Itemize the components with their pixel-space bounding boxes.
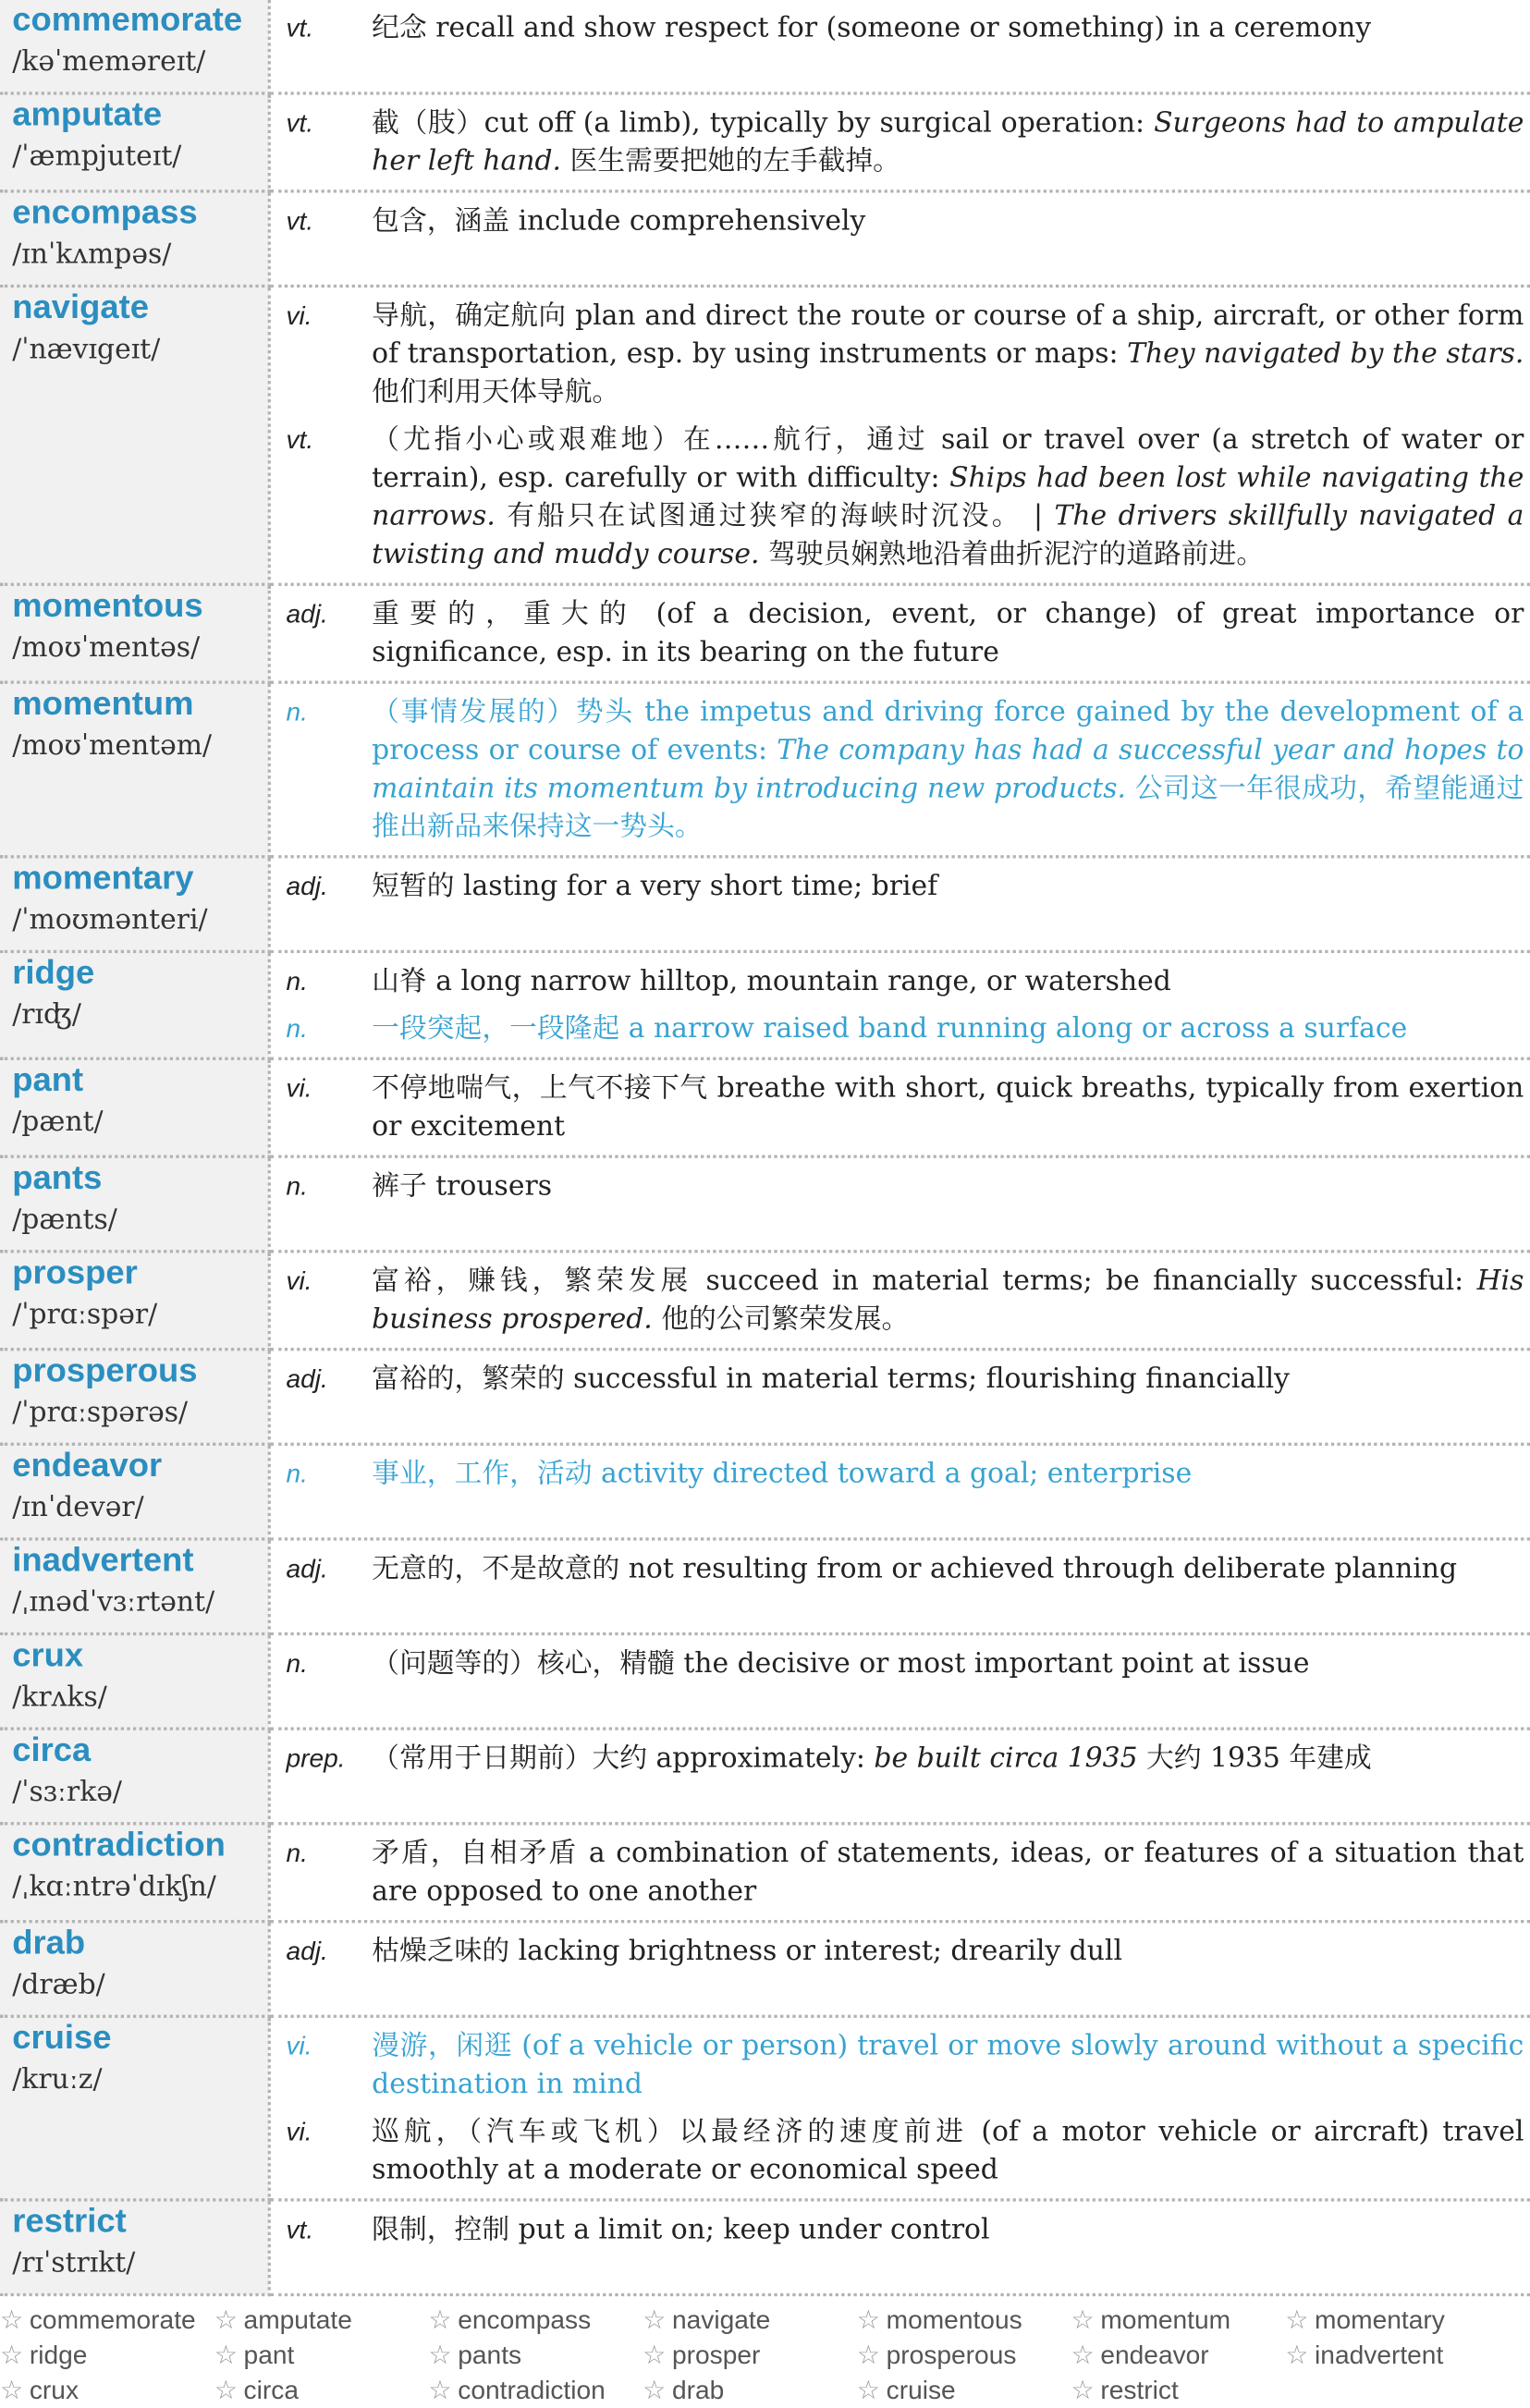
index-item [1071,2373,1286,2408]
index-item [428,2303,643,2338]
headword: contradiction [12,1825,226,1864]
headword: ridge [12,953,95,992]
star-icon: ☆ [214,2341,238,2370]
part-of-speech: vt. [286,425,314,455]
sense [286,1932,1524,1970]
entry-row [0,1350,1530,1445]
senses-cell [269,1539,1530,1634]
entry-row [0,1729,1530,1824]
part-of-speech: prep. [286,1743,346,1774]
definition-text: 裤子 trousers [372,1170,553,1203]
example-sentence: The drivers skillfully navigated a twisting and muddy course. [372,500,1524,571]
definition [372,1834,1524,1911]
example-translation: 有船只在试图通过狭窄的海峡时沉没。 | [495,500,1055,532]
star-icon: ☆ [214,2376,238,2405]
index-item [1285,2338,1499,2373]
example-translation: 他们利用天体导航。 [372,376,620,409]
index-row [0,2303,1530,2338]
example-sentence: be built circa 1935 [874,1742,1138,1775]
part-of-speech: vi. [286,301,312,331]
star-icon: ☆ [643,2305,667,2335]
part-of-speech: vt. [286,206,314,236]
definition [372,9,1524,47]
entry-row [0,1252,1530,1350]
word-cell [0,93,269,191]
index-item [643,2303,857,2338]
word-cell [0,1444,269,1539]
star-icon: ☆ [856,2341,881,2370]
definition [372,693,1524,847]
definition [372,1360,1524,1398]
sense [286,1009,1524,1047]
star-icon: ☆ [0,2305,24,2335]
index-item [214,2373,429,2408]
phonetic: /ˌɪnədˈvɜːrtənt/ [12,1586,215,1619]
headword: crux [12,1635,84,1674]
sense [286,421,1524,574]
part-of-speech: adj. [286,872,328,901]
index-word: pants [458,2341,522,2370]
star-icon: ☆ [1071,2341,1095,2370]
definition-text: 限制，控制 put a limit on; keep under control [372,2213,990,2246]
part-of-speech: vi. [286,1073,312,1104]
headword: prosperous [12,1351,198,1389]
index-item [1071,2303,1286,2338]
senses-cell [269,0,1530,93]
phonetic: /moʊˈmentəs/ [12,631,201,665]
definition-text: 事业，工作，活动 activity directed toward a goal; enterprise [372,1458,1193,1490]
headword: endeavor [12,1445,163,1485]
entry-row [0,682,1530,857]
index-item [428,2338,643,2373]
word-cell [0,1156,269,1252]
sense [286,9,1524,47]
definition-text: 包含，涵盖 include comprehensively [372,204,866,238]
word-cell [0,1252,269,1350]
headword: pant [12,1059,84,1099]
sense [286,297,1524,411]
example-sentence: His business prospered. [372,1265,1524,1336]
entry-row [0,1634,1530,1730]
index-word: prosper [671,2341,761,2370]
definition-text: （事情发展的）势头 the impetus and driving force gained by the development of a process or course of events: [372,696,1524,767]
word-cell [0,1058,269,1156]
definition-text: 山脊 a long narrow hilltop, mountain range, or watershed [372,965,1171,998]
senses-cell [269,1824,1530,1922]
word-cell [0,857,269,952]
phonetic: /kəˈmeməreɪt/ [12,45,206,79]
example-sentence: They navigated by the stars. [1127,337,1524,371]
index-word: momentum [1100,2305,1231,2335]
definition [372,1009,1524,1047]
sense [286,867,1524,905]
entry-row [0,286,1530,584]
entry-row [0,1922,1530,2017]
example-translation: 驾驶员娴熟地沿着曲折泥泞的道路前进。 [759,538,1265,571]
phonetic: /ˈprɑːspər/ [12,1299,158,1331]
sense [286,962,1524,1000]
phonetic: /pænt/ [12,1106,104,1139]
word-cell [0,1539,269,1634]
definition-text: 截（肢）cut off (a limb), typically by surgical operation: [372,106,1155,140]
example-sentence: Ships had been lost while navigating the narrows. [372,461,1524,532]
index-item [643,2338,857,2373]
phonetic: /rɪˈstrɪkt/ [12,2247,136,2280]
index-word: prosperous [886,2341,1017,2370]
definition [372,1455,1524,1493]
headword: drab [12,1923,86,1962]
definition [372,1070,1524,1146]
definition-text: 巡航，（汽车或飞机）以最经济的速度前进 (of a motor vehicle or aircraft) travel smoothly at a moderate or economical speed [372,2115,1524,2186]
word-cell [0,2016,269,2200]
star-icon: ☆ [1071,2376,1095,2405]
definition [372,962,1524,1000]
headword: momentous [12,585,203,625]
entry-row [0,1824,1530,1922]
definition [372,595,1524,672]
definition [372,1262,1524,1338]
senses-cell [269,1058,1530,1156]
headword: navigate [12,287,149,326]
headword: prosper [12,1253,138,1291]
part-of-speech: adj. [286,1364,328,1394]
sense [286,2210,1524,2248]
phonetic: /ˌkɑːntrəˈdɪkʃn/ [12,1871,216,1903]
senses-cell [269,584,1530,682]
definition [372,421,1524,574]
sense [286,1644,1524,1682]
index-word: contradiction [458,2376,606,2405]
senses-cell [269,1252,1530,1350]
entry-row [0,2200,1530,2295]
index-word: cruise [886,2376,956,2405]
index-word: ridge [29,2341,88,2370]
definition [372,1932,1524,1970]
definition-text: 导航，确定航向 plan and direct the route or course of a ship, aircraft, or other form of transportation, esp. by using instruments or maps: [372,299,1524,371]
sense [286,1550,1524,1588]
index-word: endeavor [1100,2341,1209,2370]
sense [286,595,1524,672]
part-of-speech: adj. [286,599,328,630]
star-icon: ☆ [643,2341,667,2370]
star-icon: ☆ [856,2376,881,2405]
index-item [428,2373,643,2408]
definition-text: 重要的，重大的 (of a decision, event, or change) of great importance or significance, esp. in its bearing on the future [372,598,1524,669]
sense [286,1360,1524,1398]
word-cell [0,1634,269,1730]
senses-cell [269,286,1530,584]
part-of-speech: adj. [286,1554,328,1583]
sense [286,1740,1524,1778]
sense [286,693,1524,847]
index-word: pant [243,2341,295,2370]
part-of-speech: n. [286,966,308,996]
word-cell [0,1729,269,1824]
star-icon: ☆ [1285,2341,1309,2370]
star-icon: ☆ [1285,2305,1309,2335]
headword: restrict [12,2201,127,2240]
phonetic: /kruːz/ [12,2063,103,2096]
part-of-speech: vt. [286,2215,314,2244]
star-icon: ☆ [0,2341,24,2370]
word-cell [0,191,269,287]
headword: momentary [12,858,194,897]
index-word: commemorate [29,2305,196,2335]
entry-row [0,1539,1530,1634]
entry-row [0,584,1530,682]
index-word: momentous [886,2305,1022,2335]
phonetic: /ɪnˈdevər/ [12,1491,144,1524]
phonetic: /pænts/ [12,1204,117,1237]
sense [286,104,1524,181]
example-sentence: The company has had a successful year and hopes to maintain its momentum by introducing new products. [372,734,1524,805]
definition-text: 漫游，闲逛 (of a vehicle or person) travel or move slowly around without a specific destination in mind [372,2030,1524,2101]
index-item [857,2303,1071,2338]
index-word: navigate [671,2305,771,2335]
entry-row [0,1058,1530,1156]
senses-cell [269,93,1530,191]
star-icon: ☆ [214,2305,238,2335]
phonetic: /moʊˈmentəm/ [12,729,213,763]
definition [372,2210,1524,2248]
headword: inadvertent [12,1540,194,1579]
senses-cell [269,1634,1530,1730]
senses-cell [269,682,1530,857]
headword: commemorate [12,0,243,39]
index-word: encompass [458,2305,592,2335]
part-of-speech: adj. [286,1937,328,1966]
senses-cell [269,857,1530,952]
star-icon: ☆ [643,2376,667,2405]
definition-text: （常用于日期前）大约 approximately: [372,1742,875,1775]
star-icon: ☆ [856,2305,881,2335]
part-of-speech: vi. [286,2031,312,2061]
index-item [0,2338,214,2373]
senses-cell [269,1350,1530,1445]
part-of-speech: n. [286,1014,308,1044]
index-row [0,2338,1530,2373]
headword: momentum [12,683,194,723]
definition [372,297,1524,411]
sense [286,1167,1524,1205]
part-of-speech: n. [286,1171,308,1202]
headword: circa [12,1730,92,1769]
part-of-speech: vi. [286,1266,312,1296]
entry-row [0,93,1530,191]
senses-cell [269,2200,1530,2295]
phonetic: /dræb/ [12,1968,105,2001]
index-item [0,2303,214,2338]
phonetic: /ˈnævɪgeɪt/ [12,333,161,366]
senses-cell [269,1156,1530,1252]
part-of-speech: n. [286,697,308,727]
star-icon: ☆ [428,2341,452,2370]
entry-row [0,1156,1530,1252]
senses-cell [269,951,1530,1058]
definition [372,1167,1524,1205]
definition-text: （尤指小心或艰难地）在……航行，通过 sail or travel over (a stretch of water or terrain), esp. carefully or with difficulty: [372,423,1524,495]
definition-text: 一段突起，一段隆起 a narrow raised band running along or across a surface [372,1012,1408,1045]
index-item [214,2338,429,2373]
word-cell [0,951,269,1058]
senses-cell [269,1922,1530,2017]
headword: encompass [12,192,198,231]
word-cell [0,286,269,584]
definition [372,2113,1524,2190]
definition [372,1644,1524,1682]
part-of-speech: vt. [286,13,314,43]
word-cell [0,1350,269,1445]
phonetic: /krʌks/ [12,1681,107,1714]
star-icon: ☆ [1071,2305,1095,2335]
entry-row [0,2016,1530,2200]
index-word: crux [29,2376,80,2405]
word-cell [0,584,269,682]
star-icon: ☆ [428,2376,452,2405]
entry-row [0,857,1530,952]
part-of-speech: n. [286,1459,308,1489]
part-of-speech: n. [286,1839,308,1868]
definition-text: 不停地喘气，上气不接下气 breathe with short, quick breaths, typically from exertion or excitement [372,1072,1524,1143]
index-item [643,2373,857,2408]
definition [372,867,1524,905]
senses-cell [269,1444,1530,1539]
headword: cruise [12,2017,112,2057]
definition [372,202,1524,239]
definition-text: 富裕，赚钱，繁荣发展 succeed in material terms; be financially successful: [372,1265,1477,1298]
phonetic: /ˈsɜːrkə/ [12,1776,122,1809]
index-word: amputate [243,2305,352,2335]
entry-row [0,1444,1530,1539]
index-item [1071,2338,1286,2373]
index-word: inadvertent [1315,2341,1444,2370]
index-word: drab [671,2376,725,2405]
index-item [857,2338,1071,2373]
definition-text: 枯燥乏味的 lacking brightness or interest; drearily dull [372,1935,1122,1968]
entry-row [0,951,1530,1058]
entry-row [0,0,1530,93]
sense [286,1262,1524,1338]
word-cell [0,682,269,857]
senses-cell [269,2016,1530,2200]
index-word: momentary [1315,2305,1445,2335]
example-sentence: Surgeons had to ampulate her left hand. [372,106,1524,177]
index-row [0,2373,1530,2408]
headword: amputate [12,94,163,133]
phonetic: /ɪnˈkʌmpəs/ [12,238,172,271]
definition-text: 无意的，不是故意的 not resulting from or achieved through deliberate planning [372,1552,1458,1585]
definition-text: 矛盾，自相矛盾 a combination of statements, ideas, or features of a situation that are opposed to one another [372,1837,1524,1908]
word-cell [0,1824,269,1922]
definition [372,104,1524,181]
example-translation: 大约 1935 年建成 [1137,1742,1372,1775]
definition-text: （问题等的）核心，精髓 the decisive or most important point at issue [372,1647,1310,1681]
star-icon: ☆ [0,2376,24,2405]
senses-cell [269,1729,1530,1824]
index-word: circa [243,2376,299,2405]
headword: pants [12,1157,103,1197]
definition [372,1550,1524,1588]
index-item [1285,2303,1499,2338]
star-icon: ☆ [428,2305,452,2335]
sense [286,1455,1524,1493]
sense [286,202,1524,239]
definition-text: 短暂的 lasting for a very short time; brief [372,870,938,903]
word-cell [0,2200,269,2295]
definition [372,1740,1524,1778]
example-translation: 他的公司繁荣发展。 [652,1303,910,1336]
sense [286,2113,1524,2190]
index-item [857,2373,1071,2408]
example-translation: 公司这一年很成功，希望能通过推出新品来保持这一势头。 [372,772,1524,843]
word-index [0,2303,1530,2408]
example-translation: 医生需要把她的左手截掉。 [560,145,900,177]
word-cell [0,0,269,93]
word-cell [0,1922,269,2017]
phonetic: /ˈmoʊmənteri/ [12,904,208,936]
definition [372,2027,1524,2104]
part-of-speech: vi. [286,2117,312,2146]
senses-cell [269,191,1530,287]
phonetic: /ˈæmpjuteɪt/ [12,141,182,174]
definition-text: 富裕的，繁荣的 successful in material terms; flourishing financially [372,1363,1290,1396]
sense [286,2027,1524,2104]
part-of-speech: vt. [286,108,314,138]
part-of-speech: n. [286,1649,308,1679]
index-item [0,2373,214,2408]
definition-text: 纪念 recall and show respect for (someone or something) in a ceremony [372,12,1372,44]
index-item [214,2303,429,2338]
index-word: restrict [1100,2376,1179,2405]
phonetic: /rɪʤ/ [12,998,81,1032]
entry-row [0,191,1530,287]
sense [286,1834,1524,1911]
sense [286,1070,1524,1146]
phonetic: /ˈprɑːspərəs/ [12,1397,189,1429]
